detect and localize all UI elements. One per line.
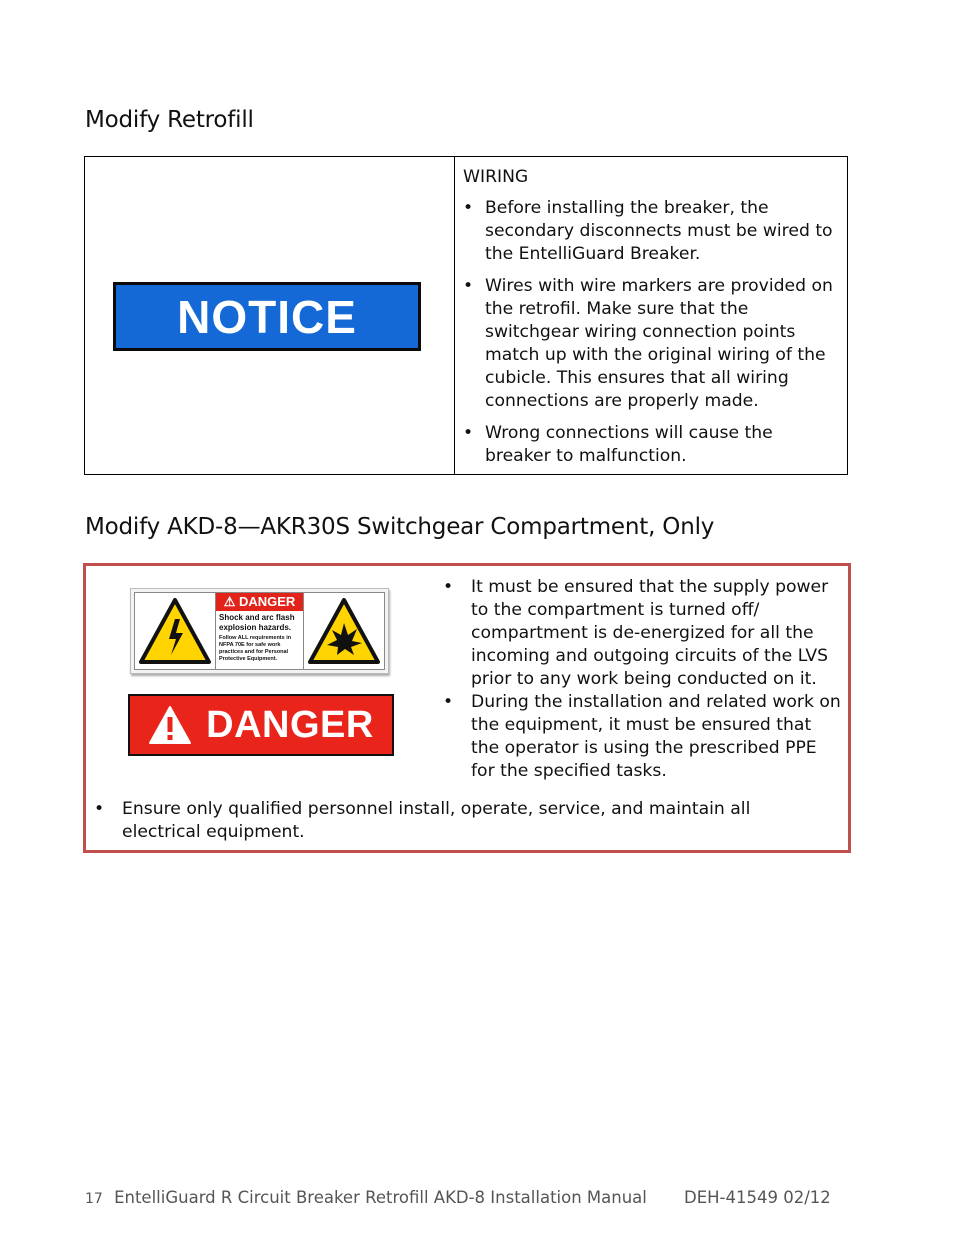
danger-label-line2: Follow ALL requirements in NFPA 70E for safe work practices and for Personal Protective Equipment. [219,635,292,662]
danger-bullet-list [443,576,843,783]
danger-label-line1: Shock and arc flash explosion hazards. [219,613,295,632]
electric-shock-warning-icon [134,592,216,670]
arc-flash-warning-icon [303,592,385,670]
danger-triangle-icon [148,705,192,745]
notice-bullet-list [463,197,837,468]
section-title-modify-retrofill: Modify Retrofill [85,107,254,133]
notice-sign [113,282,421,351]
notice-bullet: • Wires with wire markers are provided on the retrofil. Make sure that the switchgear wiring connection points match up with the original wiring of the cubicle. This ensures that all wiring connections are properly made. [463,275,837,413]
notice-bullet: • Wrong connections will cause the breaker to malfunction. [463,422,837,468]
notice-heading: WIRING [463,167,529,187]
danger-hazard-label [130,588,389,674]
document-code: DEH-41549 02/12 [684,1188,831,1207]
danger-box [83,563,851,853]
notice-table [84,156,848,475]
danger-bottom-list [94,798,834,844]
danger-sign [128,694,394,756]
danger-bullet-qualified-personnel: • Ensure only qualified personnel install, operate, service, and maintain all electrical equipment. [94,798,834,844]
danger-sign-text: DANGER [206,703,374,746]
danger-bullet: • It must be ensured that the supply power to the compartment is turned off/ compartment is de-energized for all the incoming and outgoing circuits of the LVS prior to any work being conducted on it. [443,576,843,691]
notice-text-cell [455,157,847,474]
page-footer [85,1188,647,1207]
notice-sign-cell [85,157,455,474]
danger-right-text [443,576,843,783]
danger-bottom-text [94,798,834,844]
danger-bullet: • During the installation and related work on the equipment, it must be ensured that the operator is using the prescribed PPE for the specified tasks. [443,691,843,783]
notice-bullet: • Before installing the breaker, the secondary disconnects must be wired to the EntelliGuard Breaker. [463,197,837,266]
page-number: 17 [85,1191,103,1207]
danger-label-header: ⚠ DANGER [216,593,303,611]
notice-sign-text: NOTICE [177,290,357,343]
manual-title: EntelliGuard R Circuit Breaker Retrofill AKD-8 Installation Manual [114,1188,647,1207]
danger-label-text-block [216,592,303,670]
section-title-modify-akd: Modify AKD-8—AKR30S Switchgear Compartment, Only [85,514,715,540]
